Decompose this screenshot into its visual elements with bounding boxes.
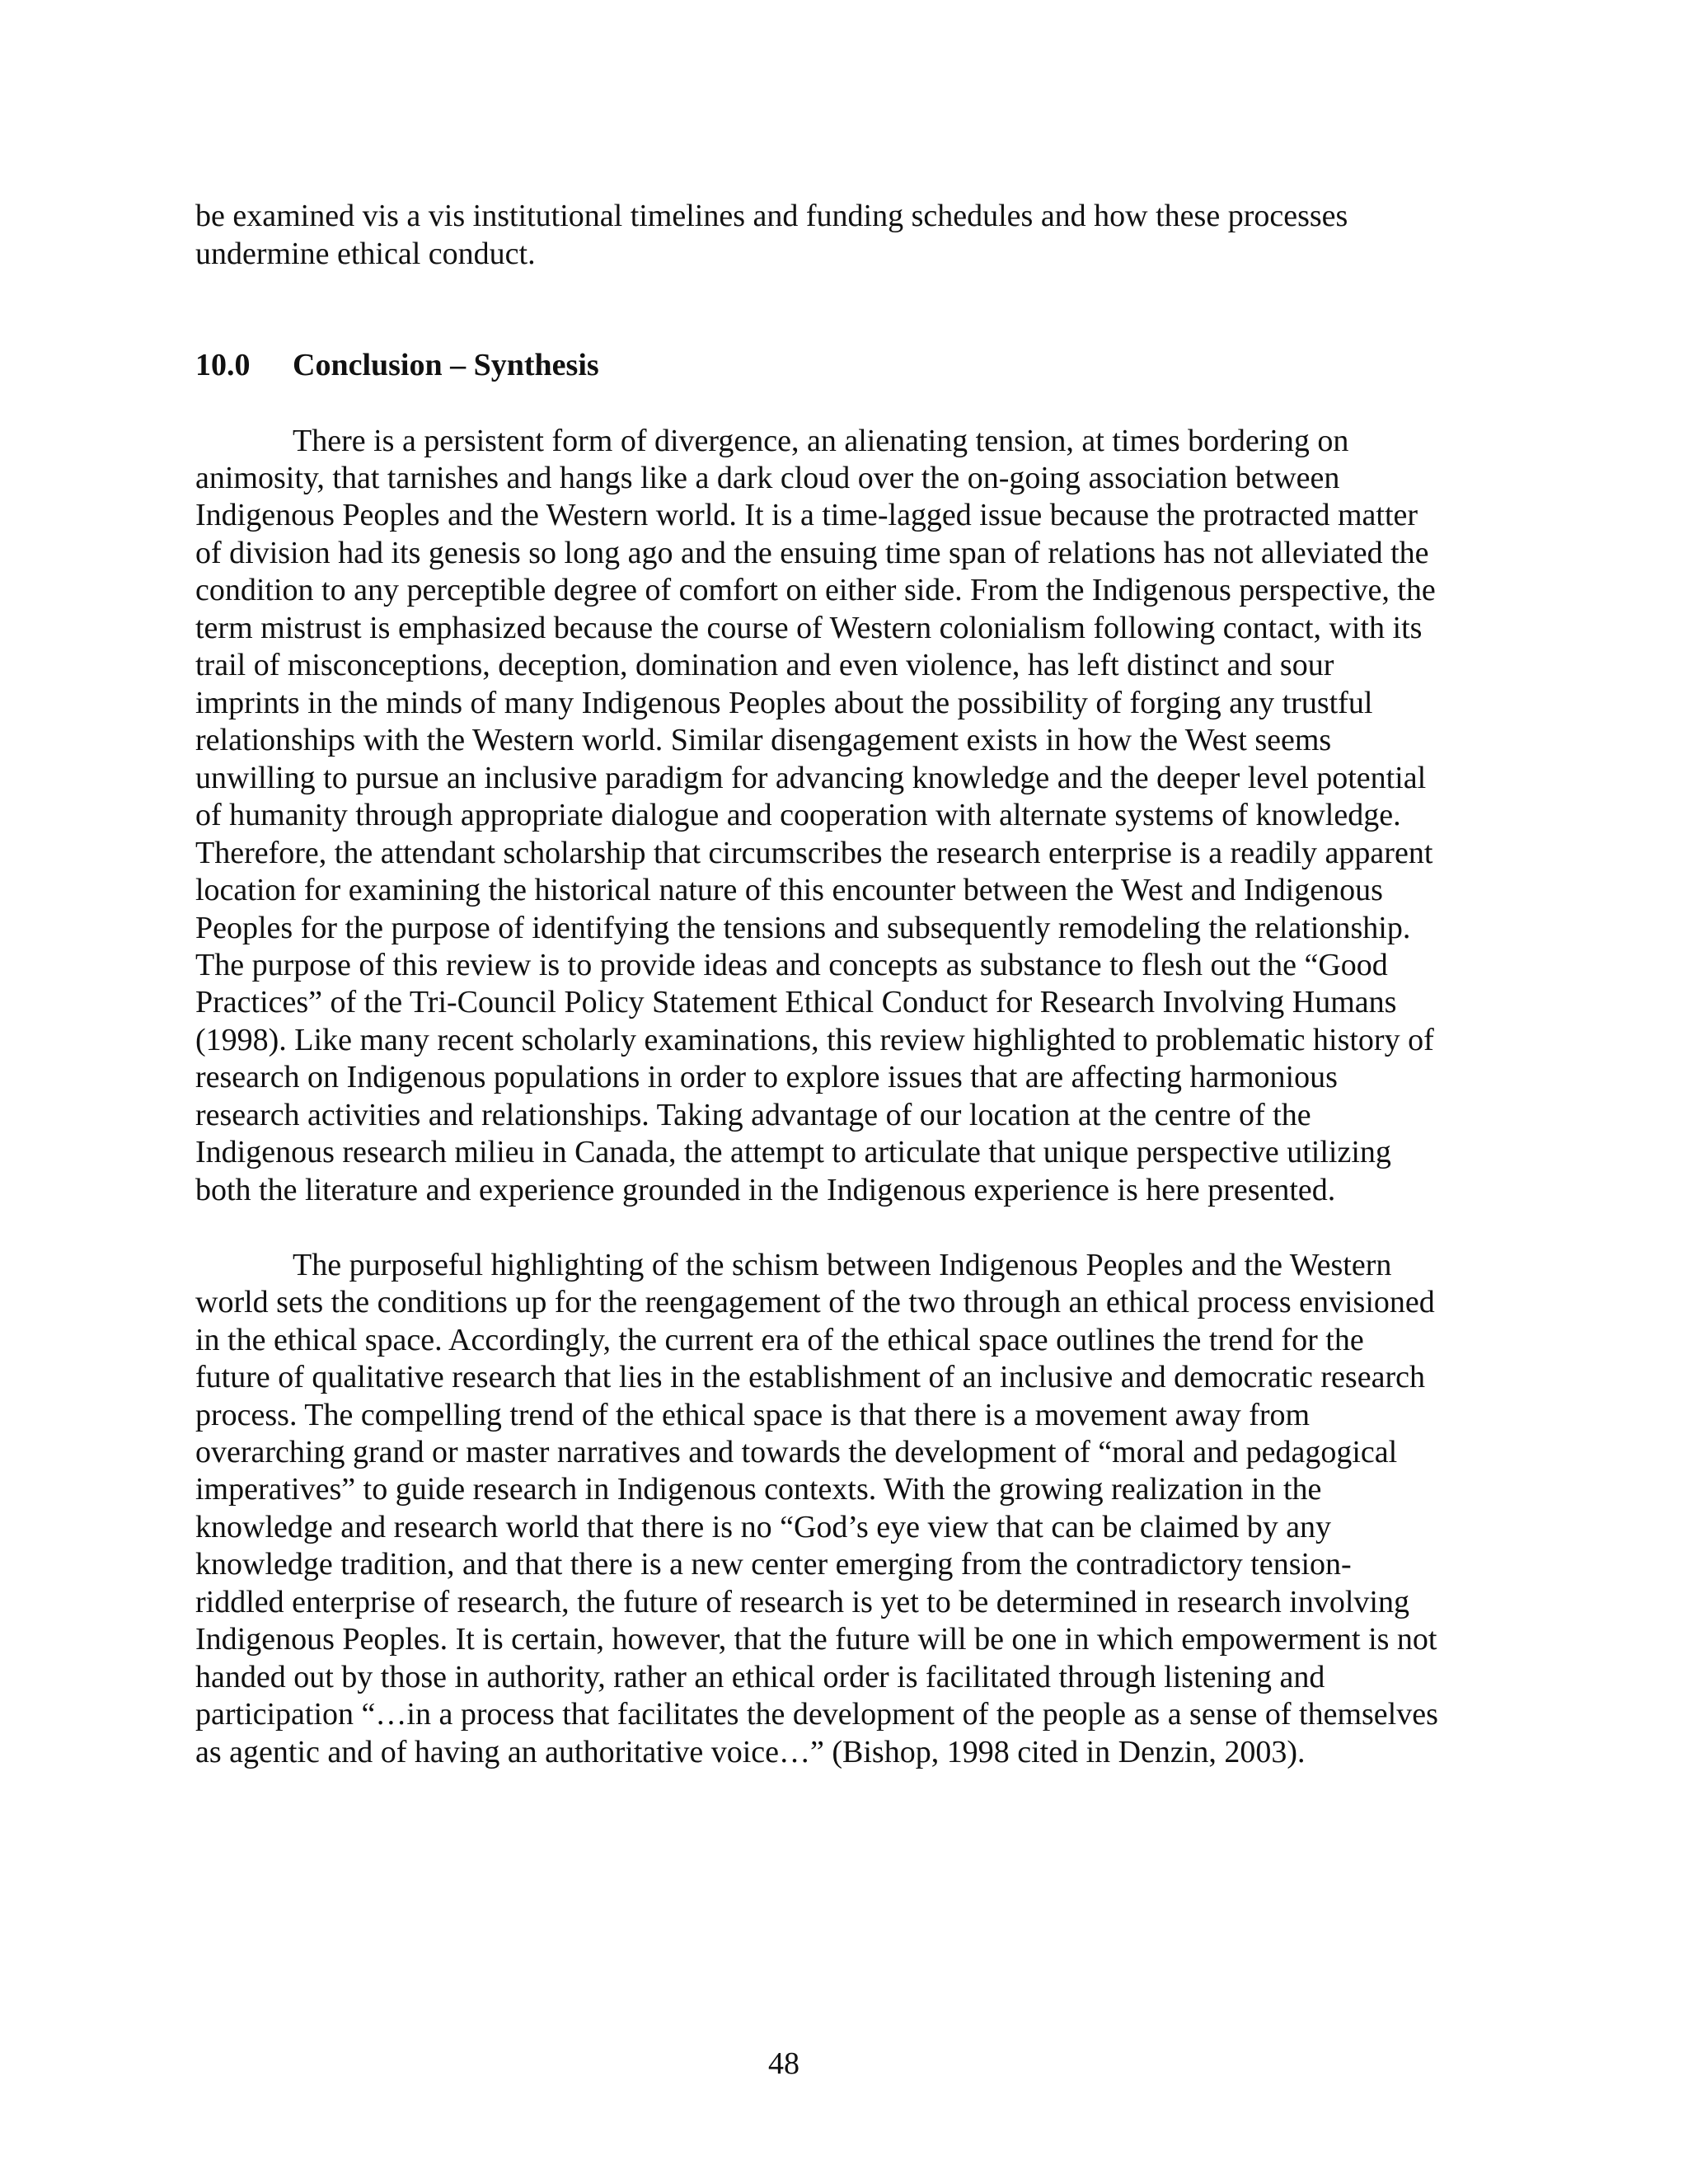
paragraph-line: world sets the conditions up for the reengagement of the two through an ethical process envisioned [195,1285,1435,1319]
paragraph-line: animosity, that tarnishes and hangs like a dark cloud over the on-going association between [195,461,1340,495]
paragraph-line: Indigenous research milieu in Canada, the attempt to articulate that unique perspective utilizing [195,1135,1391,1169]
paragraph-line: (1998). Like many recent scholarly examinations, this review highlighted to problematic history of [195,1023,1434,1057]
intro-line: undermine ethical conduct. [195,237,536,271]
paragraph-line: location for examining the historical nature of this encounter between the West and Indigenous [195,873,1383,907]
paragraph-line: riddled enterprise of research, the future of research is yet to be determined in research involving [195,1585,1409,1619]
paragraph-line: imprints in the minds of many Indigenous Peoples about the possibility of forging any trustful [195,686,1373,720]
paragraph-line: relationships with the Western world. Similar disengagement exists in how the West seems [195,723,1332,757]
paragraph-line: trail of misconceptions, deception, domination and even violence, has left distinct and sour [195,648,1334,682]
paragraph-line: of division had its genesis so long ago and the ensuing time span of relations has not alleviated the [195,536,1429,570]
paragraph-line: Indigenous Peoples. It is certain, however, that the future will be one in which empowerment is not [195,1622,1437,1657]
paragraph-line: knowledge and research world that there is no “God’s eye view that can be claimed by any [195,1510,1332,1544]
paragraph-line: condition to any perceptible degree of comfort on either side. From the Indigenous perspective, the [195,573,1436,607]
section-title: Conclusion – Synthesis [293,348,599,382]
paragraph-line: imperatives” to guide research in Indigenous contexts. With the growing realization in the [195,1472,1322,1507]
paragraph-line: future of qualitative research that lies in the establishment of an inclusive and democratic research [195,1360,1425,1394]
section-heading [195,346,599,384]
paragraph-line: Practices” of the Tri-Council Policy Statement Ethical Conduct for Research Involving Humans [195,985,1397,1019]
paragraph-line: Indigenous Peoples and the Western world. It is a time-lagged issue because the protracted matter [195,498,1418,532]
paragraph-line: The purposeful highlighting of the schism between Indigenous Peoples and the Western [293,1248,1392,1282]
paragraph-line: research on Indigenous populations in order to explore issues that are affecting harmonious [195,1060,1338,1094]
paragraph-line: handed out by those in authority, rather an ethical order is facilitated through listening and [195,1660,1325,1694]
section-number: 10.0 [195,348,251,382]
paragraph-line: of humanity through appropriate dialogue and cooperation with alternate systems of knowledge. [195,798,1401,832]
intro-line: be examined vis a vis institutional timelines and funding schedules and how these processes [195,199,1348,233]
paragraph-line: term mistrust is emphasized because the course of Western colonialism following contact, with its [195,611,1423,645]
page-number: 48 [768,2046,799,2081]
paragraph-line: overarching grand or master narratives and towards the development of “moral and pedagogical [195,1435,1398,1469]
paragraph-line: The purpose of this review is to provide ideas and concepts as substance to flesh out the “Good [195,948,1388,982]
paragraph-line: knowledge tradition, and that there is a new center emerging from the contradictory tension- [195,1547,1352,1582]
paragraph-line: Therefore, the attendant scholarship that circumscribes the research enterprise is a readily apparent [195,836,1433,870]
paragraph-line: both the literature and experience grounded in the Indigenous experience is here presented. [195,1173,1336,1207]
paragraph-line: participation “…in a process that facilitates the development of the people as a sense of themselves [195,1697,1438,1732]
paragraph-line: as agentic and of having an authoritative voice…” (Bishop, 1998 cited in Denzin, 2003). [195,1735,1306,1769]
paragraph-line: process. The compelling trend of the ethical space is that there is a movement away from [195,1398,1311,1432]
paragraph-line: Peoples for the purpose of identifying the tensions and subsequently remodeling the relationship. [195,911,1411,945]
paragraph-line: unwilling to pursue an inclusive paradigm for advancing knowledge and the deeper level potential [195,761,1427,795]
paragraph-line: research activities and relationships. Taking advantage of our location at the centre of the [195,1098,1311,1132]
paragraph-line: There is a persistent form of divergence, an alienating tension, at times bordering on [293,424,1349,458]
paragraph-line: in the ethical space. Accordingly, the current era of the ethical space outlines the trend for the [195,1323,1364,1357]
